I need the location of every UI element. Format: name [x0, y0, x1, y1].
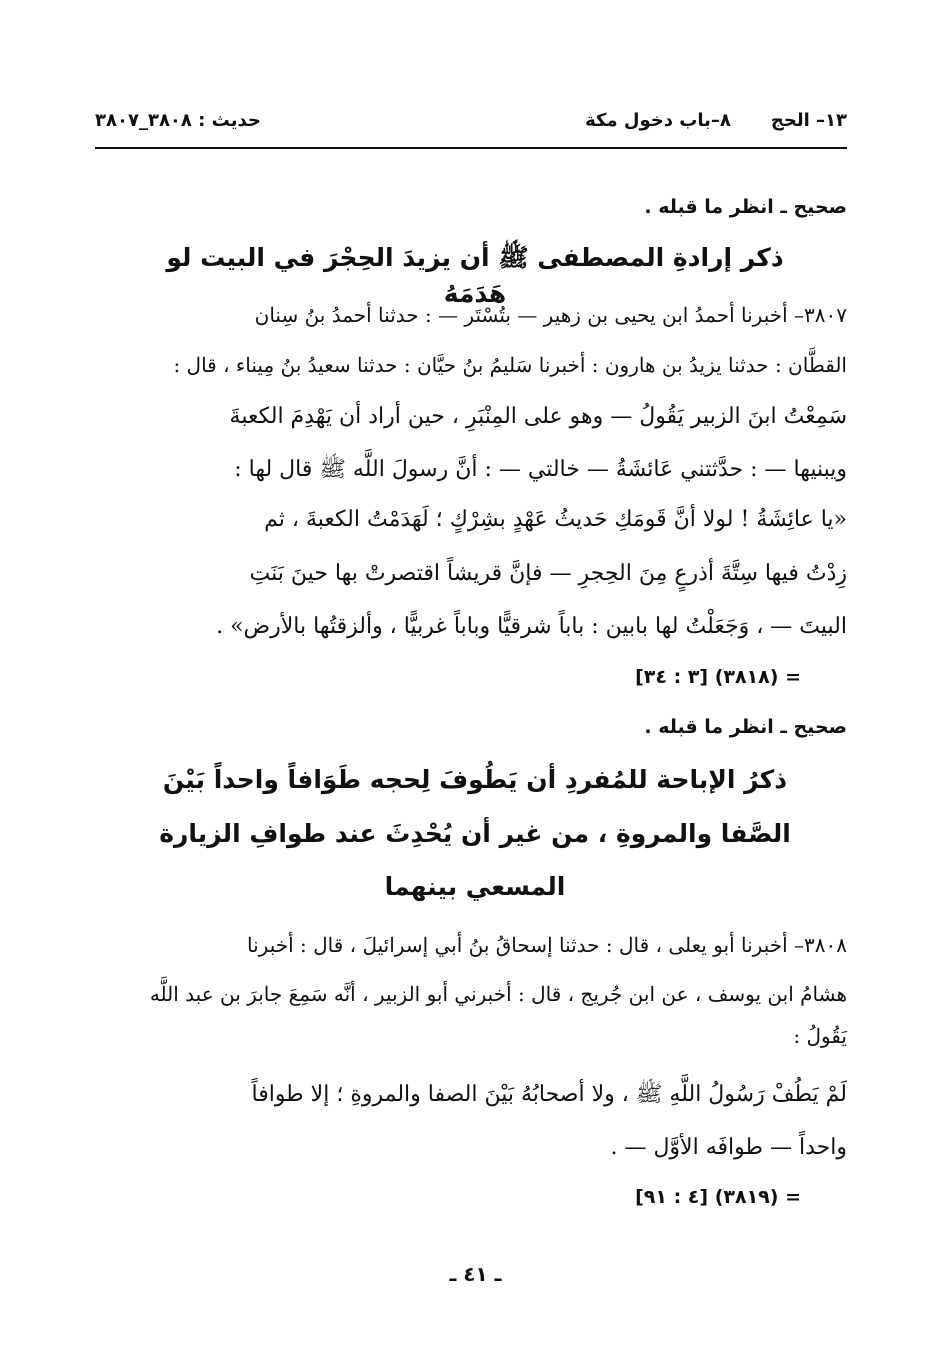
hadith-3807-line-7: البيتَ — ، وَجَعَلْتُ لها بابين : باباً شرقيًّا وباباً غربيًّا ، وألزقتُها بالأرض» . — [216, 614, 847, 639]
hadith-3808-line-5: واحداً — طوافَه الأوَّل — . — [610, 1135, 847, 1160]
section-heading-2-line-2: الصَّفا والمروةِ ، من غير أن يُحْدِثَ عند طوافِ الزيارة — [159, 819, 791, 848]
page-number: ـ ٤١ ـ — [449, 1262, 502, 1286]
hadith-3808-line-4: لَمْ يَطُفْ رَسُولُ اللَّهِ ﷺ ، ولا أصحابُهُ بَيْنَ الصفا والمروةِ ؛ إلا طوافاً — [251, 1082, 847, 1107]
section-heading-2-line-1: ذكرُ الإباحة للمُفردِ أن يَطُوفَ لِحجه طَوَافاً واحداً بَيْنَ — [162, 765, 788, 794]
hadith-3808-line-1: ٣٨٠٨– أخبرنا أبو يعلى ، قال : حدثنا إسحاقُ بنُ أبي إسرائيلَ ، قال : أخبرنا — [247, 933, 847, 957]
section-heading-1: ذكر إرادةِ المصطفى ﷺ أن يزيدَ الحِجْرَ في البيت لو هَدَمَهُ — [166, 243, 784, 308]
grade-note-2: صحيح ـ انظر ما قبله . — [644, 716, 847, 738]
hadith-3807-line-4: ويبنيها — : حدَّثتني عَائشَةُ — خالتي — : أنَّ رسولَ اللَّه ﷺ قال لها : — [234, 457, 847, 482]
hadith-3807-line-1: ٣٨٠٧– أخبرنا أحمدُ ابن يحيى بن زهير — بتُسْتَر — : حدثنا أحمدُ بنُ سِنان — [254, 303, 847, 327]
running-header — [95, 108, 847, 140]
header-book: ١٣– الحج — [770, 110, 847, 131]
header-rule — [95, 147, 847, 149]
hadith-3808-reference: = (٣٨١٩) [٤ : ٩١] — [635, 1186, 801, 1208]
hadith-3807-reference: = (٣٨١٨) [٣ : ٣٤] — [635, 666, 801, 688]
hadith-3808-line-3: يَقُولُ : — [793, 1024, 847, 1048]
grade-note-1: صحيح ـ انظر ما قبله . — [644, 196, 847, 218]
hadith-3808-line-2: هشامُ ابن يوسف ، عن ابن جُريج ، قال : أخبرني أبو الزبير ، أنَّه سَمِعَ جابرَ بن عبد اللَّه — [149, 982, 847, 1006]
header-chapter: ٨–باب دخول مكة — [585, 110, 731, 131]
hadith-3807-line-5: «يا عائِشَةُ ! لولا أنَّ قَومَكِ حَديثُ عَهْدٍ بشِرْكٍ ؛ لَهَدَمْتُ الكعبةَ ، ثم — [264, 507, 847, 532]
header-hadith-range: حديث : ٣٨٠٨_٣٨٠٧ — [95, 110, 261, 131]
hadith-3807-line-6: زِدْتُ فيها سِتَّةَ أذرعٍ مِنَ الحِجرِ — فإنَّ قريشاً اقتصرتْ بها حينَ بَنَتِ — [249, 561, 847, 586]
hadith-3807-line-3: سَمِعْتُ ابنَ الزبير يَقُولُ — وهو على المِنْبَرِ ، حين أراد أن يَهْدِمَ الكعبةَ — [229, 404, 847, 429]
header-book-chapter — [545, 110, 847, 131]
section-heading-2-line-3: المسعي بينهما — [384, 872, 566, 901]
hadith-3807-line-2: القطَّان : حدثنا يزيدُ بن هارون : أخبرنا سَليمُ بنُ حيَّان : حدثنا سعيدُ بنُ مِيناء ، قال : — [173, 353, 847, 377]
